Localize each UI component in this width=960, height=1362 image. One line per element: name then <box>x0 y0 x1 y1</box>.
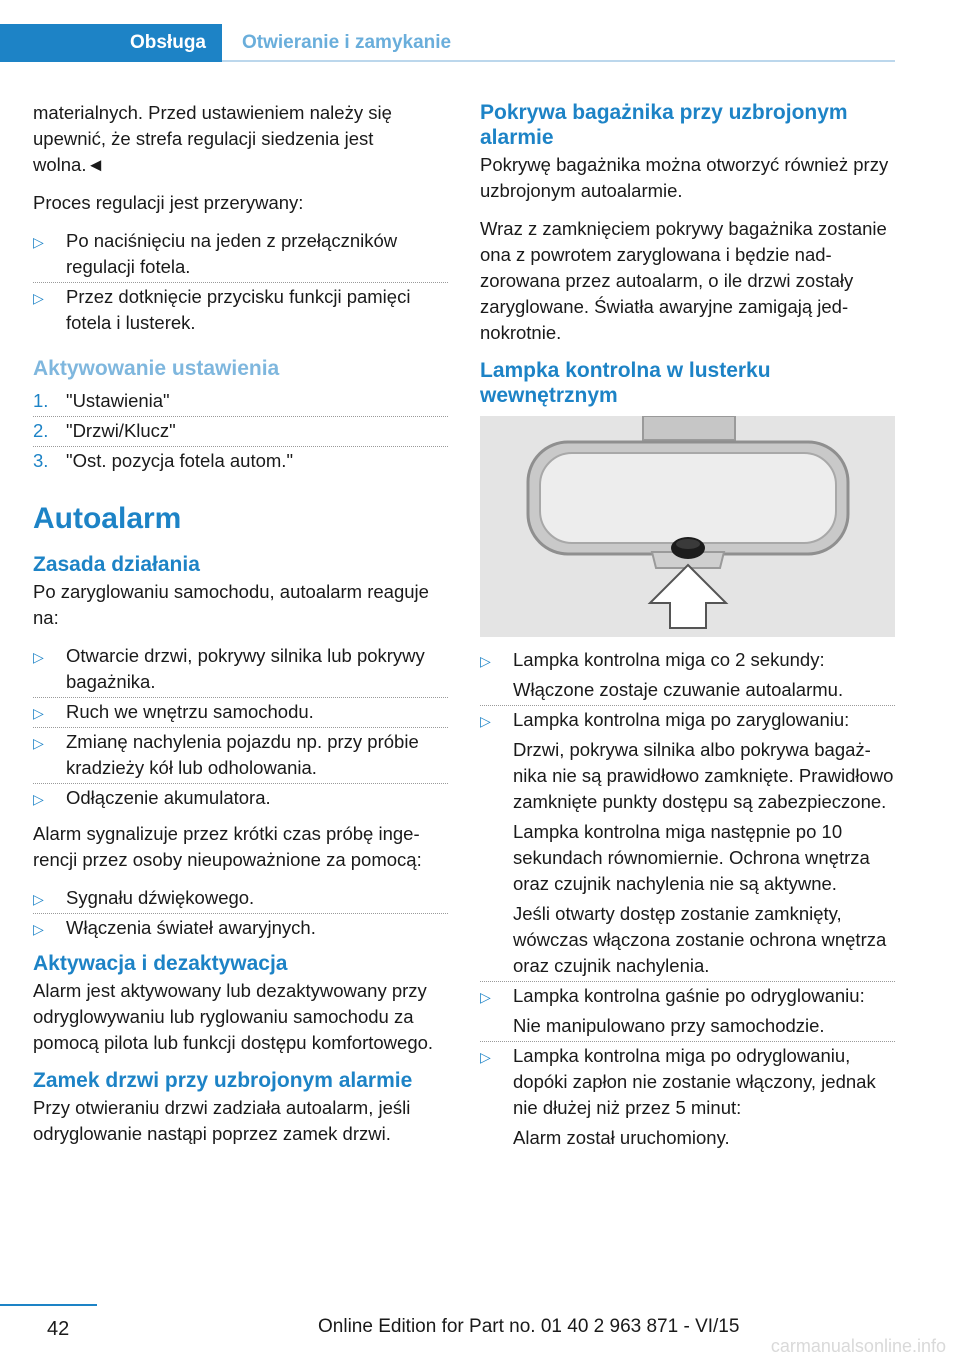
step-item: 1. "Ustawienia" <box>33 388 448 414</box>
paragraph-intro: materialnych. Przed ustawieniem należy się upewnić, że strefa regulacji siedzenia jest wolna.◄ <box>33 102 392 175</box>
heading-trunk-lid: Pokrywa bagażnika przy uzbrojonym alarmie <box>480 101 848 149</box>
trigger-list <box>33 643 448 811</box>
paragraph-trunk-2: Wraz z zamknięciem pokrywy bagażnika zostanie ona z powrotem zaryglowana i będzie nadzorowana przez autoalarm, o ile drzwi zostały zaryglowane. Światła awaryjne zamigają jednokrotnie. <box>480 218 887 343</box>
heading-door-lock: Zamek drzwi przy uzbrojonym alarmie <box>33 1069 413 1092</box>
triangle-bullet-icon: ▷ <box>33 290 44 306</box>
triangle-bullet-icon: ▷ <box>480 653 491 669</box>
triangle-bullet-icon: ▷ <box>480 1049 491 1065</box>
rearview-mirror-illustration <box>480 416 895 637</box>
interrupt-list <box>33 228 448 336</box>
section-tab[interactable]: Obsługa <box>0 24 222 62</box>
triangle-bullet-icon: ▷ <box>33 705 44 721</box>
chapter-tab[interactable]: Otwieranie i zamykanie <box>242 32 452 53</box>
triangle-bullet-icon: ▷ <box>33 649 44 665</box>
list-item: ▷ Sygnału dźwiękowego. <box>33 885 448 911</box>
triangle-bullet-icon: ▷ <box>33 791 44 807</box>
list-item: ▷ Ruch we wnętrzu samochodu. <box>33 699 448 725</box>
list-item: ▷ Lampka kontrolna miga co 2 sekundy: Włączone zostaje czuwanie autoalarmu. <box>480 647 895 703</box>
triangle-bullet-icon: ▷ <box>33 234 44 250</box>
paragraph-alarm-signal: Alarm sygnalizuje przez krótki czas próbę ingerencji przez osoby nieupoważnione za pomocą: <box>33 823 422 870</box>
triangle-bullet-icon: ▷ <box>33 891 44 907</box>
list-item: ▷ Zmianę nachylenia pojazdu np. przy próbie kradzieży kół lub odholowania. <box>33 729 448 781</box>
list-item: ▷ Lampka kontrolna miga po odryglowaniu, dopóki zapłon nie zostanie włączony, jednak nie dłużej niż przez 5 minut: Alarm został uruchomiony. <box>480 1045 876 1148</box>
step-item: 2. "Drzwi/Klucz" <box>33 418 448 444</box>
triangle-bullet-icon: ▷ <box>33 735 44 751</box>
watermark: carmanualsonline.info <box>770 1336 946 1356</box>
triangle-bullet-icon: ▷ <box>480 713 491 729</box>
right-column <box>480 100 895 1161</box>
list-item: ▷ Odłączenie akumulatora. <box>33 785 448 811</box>
heading-autoalarm: Autoalarm <box>33 502 182 535</box>
paragraph-activation: Alarm jest aktywowany lub dezaktywowany przy odryglowywaniu lub ryglowaniu samochodu za pomocą pilota lub funkcji dostępu komfortowego. <box>33 980 434 1053</box>
page-number: 42 <box>47 1318 70 1340</box>
heading-indicator-lamp: Lampka kontrolna w lusterku wewnętrznym <box>480 359 771 407</box>
edition-note: Online Edition for Part no. 01 40 2 963 871 - VI/15 <box>318 1316 740 1337</box>
triangle-bullet-icon: ▷ <box>33 921 44 937</box>
list-item: ▷ Lampka kontrolna gaśnie po odryglowaniu: Nie manipulowano przy samochodzie. <box>480 983 895 1039</box>
paragraph-door-lock: Przy otwieraniu drzwi zadziała autoalarm, jeśli odryglowanie nastąpi poprzez zamek drzwi. <box>33 1097 411 1144</box>
heading-principle: Zasada działania <box>33 553 200 576</box>
list-item: ▷ Po naciśnięciu na jeden z przełączników regulacji fotela. <box>33 228 448 280</box>
steps-list <box>33 388 448 474</box>
paragraph-trunk-1: Pokrywę bagażnika można otworzyć również przy uzbrojonym autoalarmie. <box>480 154 889 201</box>
list-item: ▷ Włączenia świateł awaryjnych. <box>33 915 448 941</box>
list-item: ▷ Otwarcie drzwi, pokrywy silnika lub pokrywy bagażnika. <box>33 643 448 695</box>
step-item: 3. "Ost. pozycja fotela autom." <box>33 450 294 471</box>
footer-rule <box>0 1304 97 1306</box>
page-header <box>0 24 895 62</box>
header-rule <box>222 60 895 62</box>
signal-list <box>33 885 448 941</box>
indicator-list <box>480 647 895 1151</box>
left-column <box>33 100 448 1159</box>
list-item: ▷ Lampka kontrolna miga po zaryglowaniu: Drzwi, pokrywa silnika albo pokrywa bagażnika nie są prawidłowo zamknięte. Prawidłowo zamknięte punkty dostępu są zabezpieczone. Lampka kontrolna miga następnie po 10 sekundach równomiernie. Ochrona wnętrza oraz czujnik nachylenia nie są aktywne. Jeśli otwarty dostęp zostanie zamknięty, wówczas włączona zostanie ochrona wnętrza oraz czujnik nachylenia. <box>480 707 895 979</box>
list-item: ▷ Przez dotknięcie przycisku funkcji pamięci fotela i lusterek. <box>33 286 411 333</box>
paragraph-principle: Po zaryglowaniu samochodu, autoalarm reaguje na: <box>33 581 429 628</box>
triangle-bullet-icon: ▷ <box>480 989 491 1005</box>
heading-activation: Aktywacja i dezaktywacja <box>33 952 288 975</box>
paragraph-interrupt: Proces regulacji jest przerywany: <box>33 192 304 213</box>
heading-activate-setting: Aktywowanie ustawienia <box>33 357 280 380</box>
